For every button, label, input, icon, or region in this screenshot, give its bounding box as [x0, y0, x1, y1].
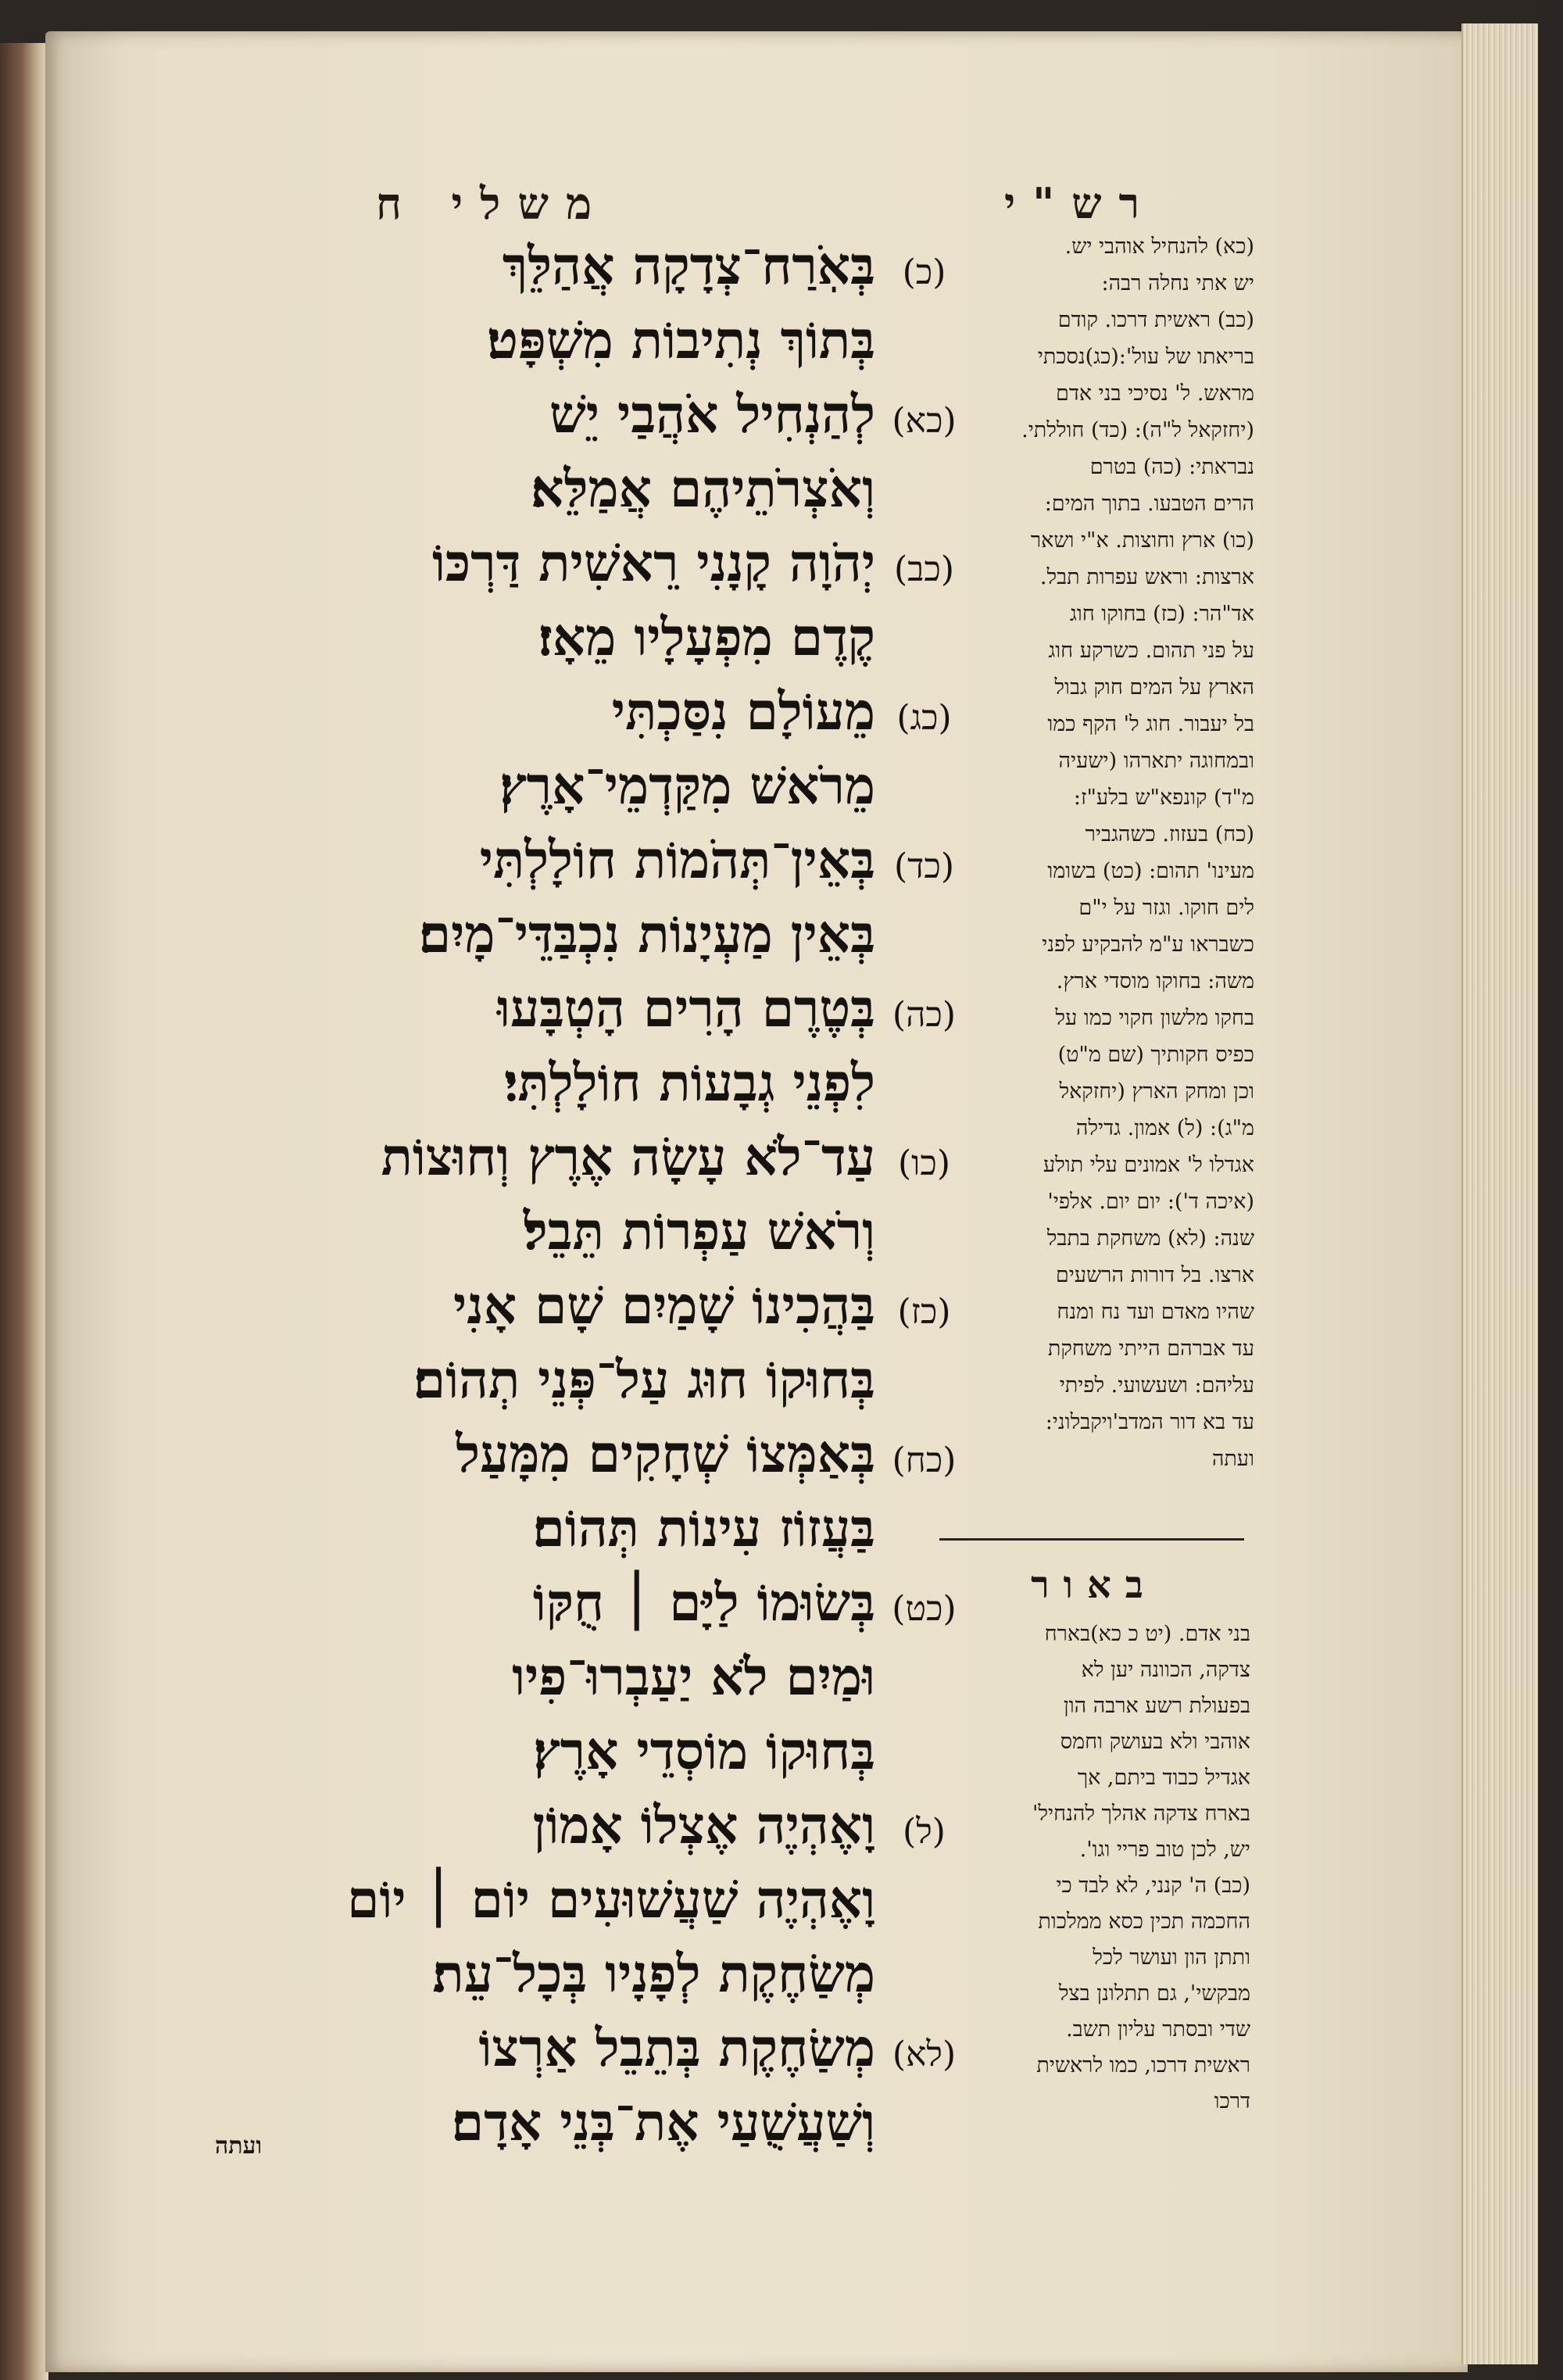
biur-line: בני אדם. (יט כ כא)בארח: [1044, 1622, 1250, 1646]
verse-line: [176, 1194, 973, 1269]
rashi-line: (יחזקאל ל"ה): (כד) חוללתי.: [1021, 418, 1254, 442]
verse-line: [176, 971, 973, 1046]
verse-text: בְּשׂוּמוֹ לַיָּם ׀ חֻקּוֹ: [532, 1572, 875, 1633]
rashi-line: מעינו' תהום: (כט) בשומו: [1047, 859, 1254, 883]
biur-line: מבקשי', גם תתלונן בצל: [1058, 1981, 1250, 2006]
rashi-line: ארצו. בל דורות הרשעים: [1055, 1263, 1254, 1287]
verse-line: [176, 1639, 973, 1714]
running-head-rashi: רש"י: [1003, 178, 1157, 228]
rashi-line: לים חוקו. וגזר על י"ם: [1078, 896, 1254, 920]
verse-text: בְּאֹֽרַח־צְדָקָה אֲהַלֵּךְ: [502, 235, 875, 296]
rashi-line: בריאתו של עול':(כג)נסכתי: [1037, 345, 1254, 369]
rashi-line: עד אברהם הייתי משחקת: [1047, 1337, 1254, 1361]
biur-heading: באור: [1031, 1563, 1157, 1607]
rashi-line: (איכה ד'): יום יום. אלפי': [1047, 1190, 1254, 1214]
biur-line: צדקה, הכוונה יען לא: [1081, 1658, 1250, 1682]
biur-line: אוהבי ולא בעושק וחמס: [1060, 1730, 1250, 1754]
verse-text: עַד־לֹא עָשָׂה אֶרֶץ וְחוּצוֹת: [381, 1126, 875, 1187]
verse-line: [176, 228, 973, 303]
verse-line: [176, 1491, 973, 1566]
rashi-line: (כב) ראשית דרכו. קודם: [1057, 308, 1254, 332]
rashi-line: יש אתי נחלה רבה:: [1101, 271, 1254, 295]
rashi-line: מראש. ל' נסיכי בני אדם: [1056, 381, 1254, 406]
rashi-line: נבראתי: (כה) בטרם: [1089, 455, 1254, 479]
running-head-main: משלי ח: [375, 178, 610, 230]
rashi-line: (כו) ארץ וחוצות. א"י ושאר: [1030, 528, 1254, 553]
catchword: ועתה: [215, 2132, 263, 2160]
verse-text: לְהַנְחִיל אֹהֲבַי יֵשׁ: [549, 384, 875, 445]
rashi-line: עליהם: ושעשועי. לפיתי: [1059, 1373, 1254, 1398]
verse-number: (ל): [903, 1812, 946, 1852]
verse-number: (כד): [894, 846, 954, 886]
verse-line: [176, 1268, 973, 1343]
verse-text: וְאֹצְרֹתֵיהֶם אֲמַלֵּא׃: [531, 458, 875, 519]
rashi-line: ובמחוגה יתארהו (ישעיה: [1058, 749, 1254, 773]
biur-line: (כב) ה' קנני, לא לבד כי: [1056, 1874, 1250, 1898]
biur-line: שדי ובסתר עליון תשב.: [1066, 2017, 1250, 2042]
verse-text: בַּעֲזוֹז עִינוֹת תְּהוֹם׃: [532, 1498, 875, 1559]
verse-number: (כ): [902, 252, 946, 292]
verse-line: [176, 1565, 973, 1640]
rashi-line: (כא) להנחיל אוהבי יש.: [1064, 234, 1254, 259]
rashi-line: בל יעבור. חוג ל' הקף כמו: [1047, 712, 1254, 736]
biur-line: ראשית דרכו, כמו לראשית: [1036, 2053, 1250, 2078]
biur-line: ותתן הון ועושר לכל: [1093, 1945, 1250, 1970]
verse-text: לִפְנֵי גְבָעוֹת חוֹלָלְתִּי׃: [504, 1052, 875, 1113]
verse-text: מְשַׂחֶקֶת בְּתֵבֵל אַרְצוֹ: [478, 2017, 875, 2078]
rashi-line: שנה: (לא) משחקת בתבל: [1046, 1226, 1254, 1251]
verse-line: [176, 1713, 973, 1788]
verse-line: [176, 674, 973, 749]
verse-text: בַּהֲכִינוֹ שָׁמַיִם שָׁם אָנִי: [452, 1275, 875, 1336]
rashi-line: הארץ על המים חוק גבול: [1054, 675, 1254, 700]
verse-text: וָאֶהְיֶה אֶצְלוֹ אָמוֹן: [532, 1795, 875, 1856]
rashi-line: וכן ומחק הארץ (יחזקאל: [1059, 1079, 1254, 1104]
verse-number: (כט): [892, 1589, 957, 1629]
verse-number: (כו): [897, 1143, 951, 1183]
verse-text: מֵעוֹלָם נִסַּכְתִּי: [611, 681, 875, 742]
verse-text: בְּאֵין־תְּהֹמוֹת חוֹלָלְתִּי: [479, 829, 875, 890]
verse-number: (כג): [896, 698, 952, 738]
left-page-edge: [0, 43, 48, 2380]
rashi-line: מ"ד) קונפא"ש בלע"ז:: [1073, 786, 1254, 810]
verse-line: [176, 1936, 973, 2011]
verse-text: מֵרֹאשׁ מִקַּדְמֵי־אָרֶץ׃: [499, 755, 875, 816]
rashi-line: שהיו מאדם ועד נח ומנח: [1057, 1300, 1254, 1324]
verse-line: [176, 2010, 973, 2085]
biur-line: בפעולת רשע ארבה הון: [1063, 1694, 1250, 1718]
verse-text: וְשַׁעֲשֻׁעַי אֶת־בְּנֵי אָדָם׃: [451, 2092, 875, 2153]
verse-text: וּמַיִם לֹא יַעַבְרוּ־פִיו: [512, 1646, 875, 1707]
verse-line: [176, 748, 973, 823]
verse-line: [176, 377, 973, 452]
verse-line: [176, 525, 973, 600]
verse-text: וָאֶהְיֶה שַׁעֲשׁוּעִים יוֹם ׀ יוֹם: [347, 1869, 875, 1930]
verse-line: [176, 1045, 973, 1120]
verse-line: [176, 302, 973, 378]
section-divider: [939, 1538, 1244, 1541]
verse-text: יְהֹוָה קָנָנִי רֵאשִׁית דַּרְכּוֹ: [432, 532, 875, 593]
verse-text: בְּאֵין מַעְיָנוֹת נִכְבַּדֵּי־מָיִם׃: [418, 904, 875, 965]
biur-line: בארח צדקה אהלך להנחיל': [1032, 1802, 1250, 1826]
rashi-line: ועתה: [1211, 1447, 1254, 1471]
biur-line: יש, לכן טוב פריי וגו'.: [1079, 1838, 1250, 1862]
verse-text: בְּאַמְּצוֹ שְׁחָקִים מִמָּעַל: [456, 1423, 875, 1484]
rashi-line: אגדלו ל' אמונים עלי תולע: [1043, 1153, 1254, 1177]
biur-line: אגדיל כבוד ביתם, אך: [1077, 1766, 1250, 1790]
verse-text: קֶדֶם מִפְעָלָיו מֵאָז׃: [538, 607, 875, 667]
verse-line: [176, 1788, 973, 1863]
rashi-line: אד"הר: (כז) בחוקו חוג: [1069, 602, 1254, 626]
rashi-line: כשבראו ע"מ להבקיע לפני: [1042, 932, 1254, 957]
rashi-line: ארצות: וראש עפרות תבל.: [1039, 565, 1254, 589]
rashi-line: עד בא דור המדב'ויקבלוני:: [1045, 1410, 1254, 1434]
verse-text: בְּחוּקוֹ חוּג עַל־פְּנֵי תְהוֹם׃: [413, 1349, 875, 1410]
biur-commentary: [938, 1616, 1250, 2120]
page-fore-edge: [1461, 23, 1541, 2364]
rashi-line: משה: בחוקו מוסדי ארץ.: [1056, 969, 1254, 993]
biur-line: החכמה תכין כסא ממלכות: [1038, 1909, 1250, 1934]
verse-number: (כח): [892, 1441, 957, 1480]
verse-line: [176, 822, 973, 897]
verse-text: וְרֹאשׁ עַפְרוֹת תֵּבֵל׃: [523, 1201, 875, 1262]
background-strip: [1538, 0, 1563, 2380]
rashi-line: הרים הטבעו. בתוך המים:: [1044, 492, 1254, 516]
verse-number: (כב): [893, 549, 955, 589]
verse-line: [176, 1416, 973, 1491]
verse-text: בְּחוּקוֹ מוֹסְדֵי אָרֶץ׃: [533, 1720, 875, 1781]
rashi-line: (כח) בעזוז. כשהגביר: [1085, 822, 1254, 846]
rashi-line: מ"ג): (ל) אמון. גדילה: [1075, 1116, 1254, 1140]
verse-line: [176, 1342, 973, 1417]
verse-line: [176, 599, 973, 675]
rashi-line: בחקו מלשון חקוי כמו על: [1055, 1006, 1254, 1030]
verse-line: [176, 1862, 973, 1937]
verse-line: [176, 1119, 973, 1194]
biur-line: דרכו: [1214, 2089, 1250, 2113]
verse-line: [176, 2085, 973, 2160]
verse-number: (כא): [892, 401, 957, 441]
verse-number: (לא): [892, 2035, 957, 2074]
verse-line: [176, 897, 973, 972]
verse-number: (כז): [897, 1292, 951, 1332]
rashi-commentary: [926, 228, 1254, 1477]
rashi-line: כפיס חקותיך (שם מ"ט): [1057, 1043, 1254, 1067]
verse-text: בְּתוֹךְ נְתִיבוֹת מִשְׁפָּט׃: [487, 310, 875, 370]
verse-text: מְשַׂחֶקֶת לְפָנָיו בְּכָל־עֵת׃: [432, 1943, 875, 2004]
verse-line: [176, 451, 973, 526]
verse-text: בְּטֶרֶם הָרִים הָטְבָּעוּ: [497, 978, 875, 1039]
rashi-line: על פני תהום. כשרקע חוג: [1048, 639, 1254, 663]
verse-number: (כה): [892, 995, 957, 1035]
